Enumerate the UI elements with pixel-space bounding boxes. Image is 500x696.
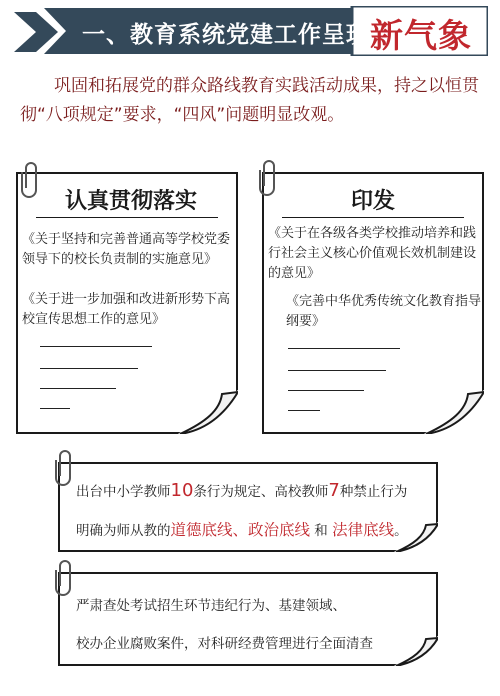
note-text: 条行为规定、高校教师: [193, 484, 329, 500]
document-title: 《关于坚持和完善普通高等学校党委领导下的校长负责制的实施意见》: [22, 232, 231, 267]
heading-underline: [282, 217, 464, 218]
card-heading: 印发: [350, 189, 395, 214]
heading-underline: [36, 217, 218, 218]
page-curl-icon: [178, 390, 238, 434]
issued-documents-card: [262, 172, 484, 434]
anti-corruption-note: [58, 572, 438, 666]
note-text: 出台中小学教师: [76, 484, 171, 500]
paperclip-icon: [54, 448, 76, 488]
title-highlight: 新气象: [370, 16, 472, 55]
page-curl-icon: [394, 522, 438, 552]
highlight-text: 法律底线: [332, 521, 395, 539]
blank-line: [288, 410, 320, 411]
note-text: 种禁止行为: [339, 484, 408, 500]
document-title: 《完善中华优秀传统文化教育指导纲要》: [286, 294, 482, 329]
paperclip-icon: [20, 160, 42, 200]
card-heading: 认真贯彻落实: [64, 189, 197, 214]
blank-line: [40, 408, 70, 409]
blank-line: [40, 388, 116, 389]
highlight-text: 道德底线、政治底线: [170, 521, 311, 539]
page-curl-icon: [394, 636, 438, 666]
note-text: 明确为师从教的: [76, 523, 171, 539]
implementation-card: [16, 172, 238, 434]
blank-line: [288, 390, 364, 391]
paperclip-icon: [258, 158, 280, 198]
note-text: 。: [394, 523, 408, 539]
document-title: 《关于进一步加强和改进新形势下高校宣传思想工作的意见》: [22, 292, 231, 327]
rule-count: 7: [328, 480, 340, 501]
rule-count: 10: [170, 480, 194, 501]
blank-line: [288, 370, 386, 371]
blank-line: [40, 368, 138, 369]
intro-paragraph: 巩固和拓展党的群众路线教育实践活动成果，持之以恒贯彻“八项规定”要求，“四风”问题明显改观。: [20, 76, 479, 125]
paperclip-icon: [54, 558, 76, 598]
note-line: [76, 518, 426, 540]
page-curl-icon: [424, 390, 484, 434]
note-line: 严肃查处考试招生环节违纪行为、基建领域、: [76, 598, 346, 614]
page-title: 一、教育系统党建工作呈现: [82, 22, 370, 48]
note-text: 和: [310, 523, 333, 539]
teacher-conduct-note: [58, 462, 438, 552]
header-banner: [14, 6, 488, 56]
document-title: 《关于在各级各类学校推动培养和践行社会主义核心价值观长效机制建设的意见》: [268, 226, 477, 281]
blank-line: [40, 346, 152, 347]
blank-line: [288, 348, 400, 349]
note-line: 校办企业腐败案件，对科研经费管理进行全面清查: [76, 636, 373, 652]
note-line: [76, 480, 426, 501]
